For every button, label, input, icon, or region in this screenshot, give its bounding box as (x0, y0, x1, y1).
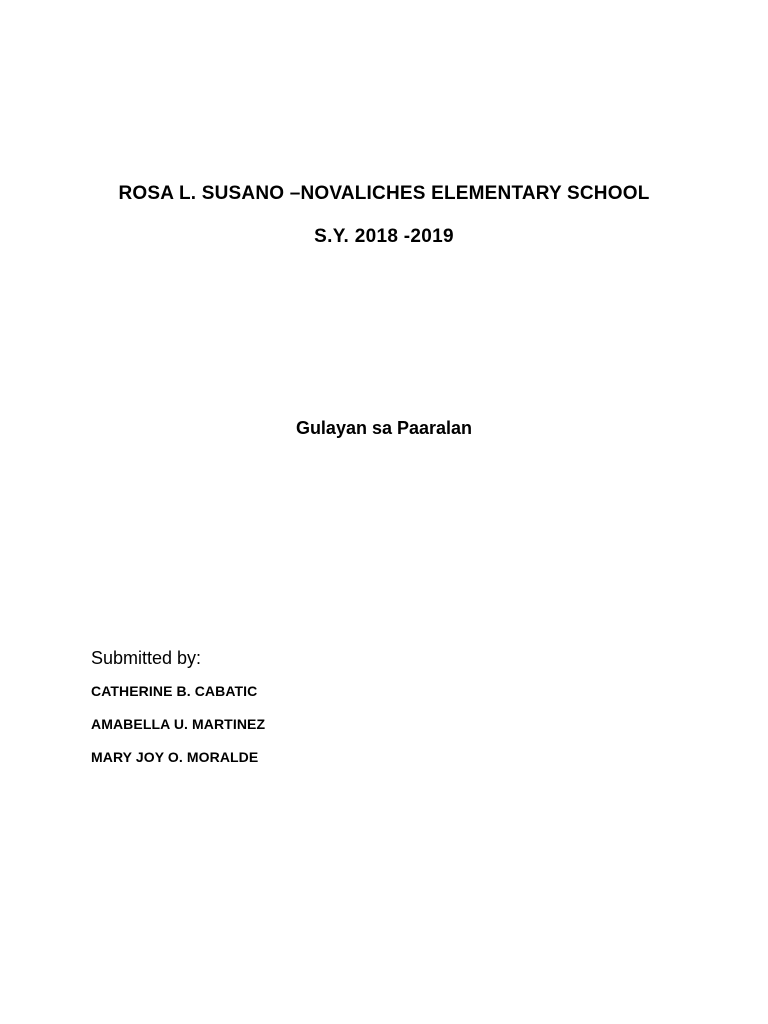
school-name-heading: ROSA L. SUSANO –NOVALICHES ELEMENTARY SCHOOL (118, 183, 650, 204)
school-year-heading: S.Y. 2018 -2019 (314, 226, 454, 247)
author-name: CATHERINE B. CABATIC (91, 683, 258, 699)
author-name: MARY JOY O. MORALDE (91, 749, 259, 765)
author-name: AMABELLA U. MARTINEZ (91, 716, 266, 732)
document-title: Gulayan sa Paaralan (295, 418, 473, 438)
author-list (91, 681, 265, 780)
submitted-by-label: Submitted by: (91, 648, 202, 668)
